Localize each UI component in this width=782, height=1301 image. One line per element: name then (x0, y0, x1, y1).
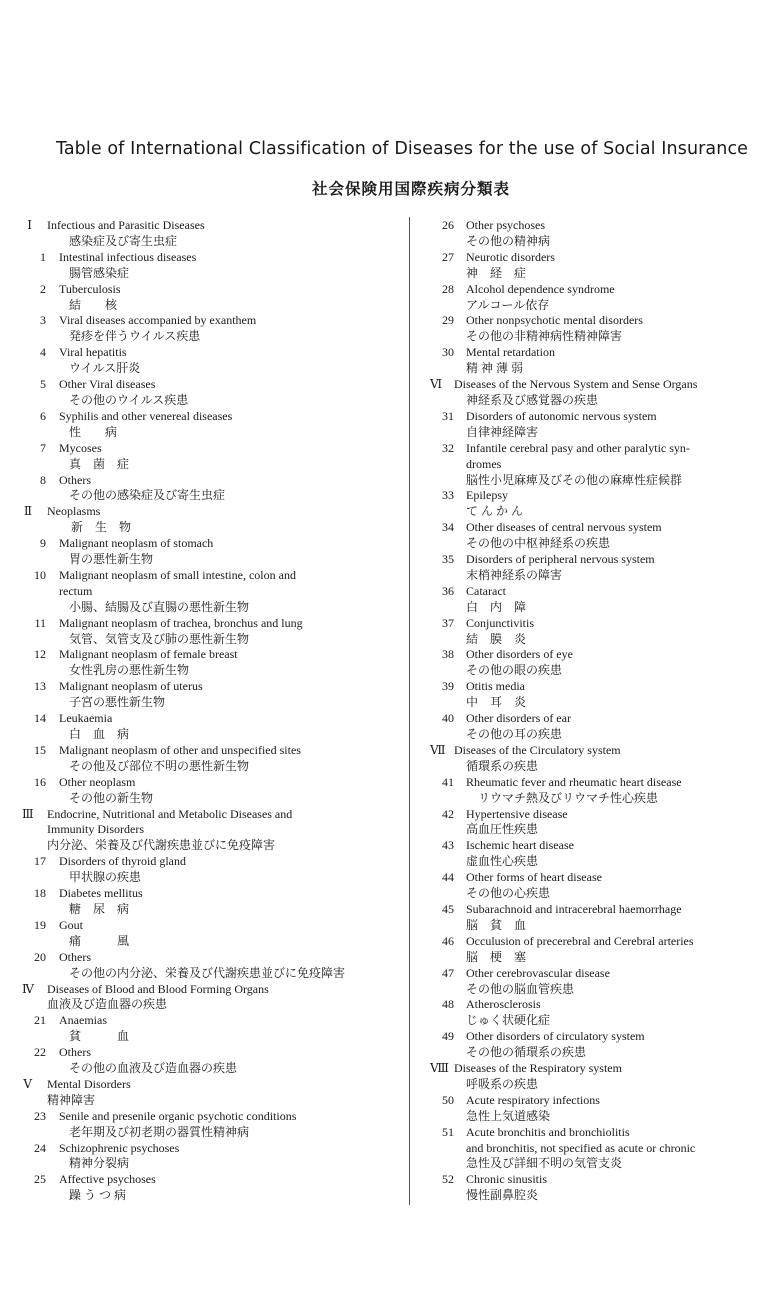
chapter-title-en: Infectious and Parasitic Diseases (47, 218, 205, 232)
disease-entry (22, 345, 397, 361)
entry-title-en: Acute bronchitis and bronchiolitis (466, 1124, 630, 1139)
entry-number: 13 (34, 679, 46, 694)
entry-title-ja: その他の精神病 (466, 233, 551, 248)
entry-title-en: Disorders of thyroid gland (59, 854, 186, 869)
entry-title-ja: その他及び部位不明の悪性新生物 (69, 758, 250, 773)
entry-title-ja: 末梢神経系の障害 (466, 567, 563, 582)
entry-number: 28 (442, 281, 454, 296)
entry-title-ja: 発疹を伴うウイルス疾患 (69, 329, 201, 344)
entry-title-en: Atherosclerosis (466, 997, 541, 1012)
entry-title-en: Cataract (466, 583, 506, 598)
entry-title-ja: その他の中枢神経系の疾患 (466, 536, 611, 551)
page-title-english: Table of International Classification of Diseases for the use of Social Insurance (55, 139, 749, 159)
entry-title-en: Disorders of autonomic nervous system (466, 408, 657, 423)
disease-entry (430, 838, 775, 854)
disease-entry (430, 552, 775, 568)
entry-number: 14 (34, 711, 46, 726)
disease-entry (430, 488, 775, 504)
chapter-numeral: Ⅵ (430, 377, 443, 392)
disease-entry (430, 218, 775, 234)
disease-entry (22, 536, 397, 552)
entry-number: 25 (34, 1172, 46, 1187)
entry-number: 42 (442, 806, 454, 821)
entry-title-ja: 脳 梗 塞 (466, 949, 527, 964)
chapter-numeral: Ⅱ (23, 504, 32, 519)
entry-title-ja: 中 耳 炎 (466, 695, 527, 710)
entry-number: 6 (40, 408, 46, 423)
entry-title-en: Malignant neoplasm of female breast (59, 647, 238, 662)
chapter-title-en: Diseases of the Circulatory system (454, 742, 621, 757)
entry-title-ja: じゅく状硬化症 (466, 1013, 551, 1028)
entry-title-en: Other forms of heart disease (466, 870, 602, 885)
entry-title-ja: 感染症及び寄生虫症 (69, 233, 178, 248)
entry-title-ja: その他の循環系の疾患 (466, 1045, 587, 1060)
entry-title-en: Malignant neoplasm of trachea, bronchus and lung (59, 615, 303, 630)
entry-title-ja: 精神障害 (47, 1092, 96, 1107)
entry-title-en: Others (59, 1045, 91, 1060)
entry-number: 48 (442, 997, 454, 1012)
entry-title-en: Occulusion of precerebral and Cerebral arteries (466, 933, 694, 948)
entry-number: 8 (40, 472, 46, 487)
disease-entry (22, 409, 397, 425)
chapter-title-en: Diseases of Blood and Blood Forming Organs (47, 981, 269, 996)
entry-title-ja: 小腸、結腸及び直腸の悪性新生物 (69, 599, 250, 614)
entry-number: 5 (40, 377, 46, 392)
chapter-heading (22, 807, 397, 823)
chapter-heading (22, 1077, 397, 1093)
entry-title-ja: 真 菌 症 (69, 456, 130, 471)
entry-number: 40 (442, 711, 454, 726)
entry-title-ja: 白 血 病 (69, 727, 130, 741)
entry-title-ja: 精 神 薄 弱 (466, 361, 524, 376)
disease-entry (430, 1172, 775, 1188)
entry-number: 50 (442, 1092, 454, 1107)
entry-title-en: Disorders of peripheral nervous system (466, 552, 655, 567)
entry-title-en: Epilepsy (466, 488, 508, 503)
chapter-title-en: Endocrine, Nutritional and Metabolic Diseases and (47, 806, 293, 821)
disease-entry (22, 473, 397, 489)
entry-title-en: Malignant neoplasm of other and unspecified sites (59, 742, 301, 757)
chapter-title-en: Neoplasms (47, 504, 101, 519)
entry-number: 18 (34, 886, 46, 901)
disease-entry (430, 584, 775, 600)
entry-title-ja: 精神分裂病 (69, 1156, 130, 1171)
disease-entry (22, 743, 397, 759)
entry-title-ja: て ん か ん (466, 504, 524, 519)
entry-title-en: Alcohol dependence syndrome (466, 281, 615, 296)
disease-entry (430, 711, 775, 727)
disease-entry (22, 616, 397, 632)
disease-entry (430, 1093, 775, 1109)
entry-title-continuation: rectum (59, 583, 93, 598)
disease-entry (430, 1125, 775, 1141)
entry-title-ja: 躁 う つ 病 (69, 1188, 127, 1203)
entry-title-en: Malignant neoplasm of small intestine, colon and (59, 567, 296, 582)
disease-entry (22, 950, 397, 966)
disease-entry (430, 282, 775, 298)
entry-title-ja: 急性及び詳細不明の気管支炎 (466, 1156, 623, 1171)
entry-title-ja: 神経系及び感覚器の疾患 (466, 392, 599, 407)
entry-title-en: Malignant neoplasm of stomach (59, 536, 214, 551)
entry-title-en: Schizophrenic psychoses (59, 1140, 180, 1155)
entry-title-ja: 新 生 物 (71, 520, 132, 535)
disease-entry (430, 409, 775, 425)
entry-number: 26 (442, 218, 454, 232)
entry-title-ja: 女性乳房の悪性新生物 (69, 663, 190, 678)
entry-title-ja: その他の感染症及び寄生虫症 (69, 488, 226, 503)
entry-number: 52 (442, 1172, 454, 1187)
entry-title-ja: 呼吸系の疾患 (466, 1076, 539, 1091)
disease-entry (430, 902, 775, 918)
entry-title-en: Ischemic heart disease (466, 838, 574, 853)
disease-entry (22, 1109, 397, 1125)
entry-title-en: Others (59, 472, 91, 487)
entry-title-en: Other disorders of circulatory system (466, 1029, 645, 1044)
entry-number: 24 (34, 1140, 46, 1155)
entry-title-ja: 腸管感染症 (69, 265, 130, 280)
entry-title-ja: 老年期及び初老期の器質性精神病 (69, 1124, 250, 1139)
chapter-numeral: Ⅶ (430, 742, 446, 757)
entry-number: 35 (442, 552, 454, 567)
disease-entry (22, 647, 397, 663)
entry-title-ja: その他の内分泌、栄養及び代謝疾患並びに免疫障害 (69, 965, 346, 980)
disease-entry (22, 1172, 397, 1188)
entry-number: 33 (442, 488, 454, 503)
disease-entry (430, 520, 775, 536)
chapter-heading (22, 504, 397, 520)
chapter-numeral: Ⅴ (23, 1076, 32, 1091)
entry-title-en: Other disorders of eye (466, 647, 573, 662)
entry-number: 38 (442, 647, 454, 662)
entry-title-ja: 糖 尿 病 (69, 901, 130, 916)
entry-title-continuation: and bronchitis, not specified as acute or chronic (466, 1140, 696, 1155)
entry-number: 4 (40, 345, 46, 360)
entry-number: 39 (442, 679, 454, 694)
entry-number: 46 (442, 933, 454, 948)
entry-title-ja: 白 内 障 (466, 599, 527, 614)
entry-title-ja: その他の血液及び造血器の疾患 (69, 1061, 238, 1076)
chapter-heading (430, 1061, 775, 1077)
entry-number: 2 (40, 281, 46, 296)
entry-title-en: Malignant neoplasm of uterus (59, 679, 203, 694)
entry-title-en: Other nonpsychotic mental disorders (466, 313, 643, 328)
entry-title-ja: 甲状腺の疾患 (69, 870, 142, 885)
entry-number: 32 (442, 440, 454, 455)
entry-title-ja: 高血圧性疾患 (466, 822, 539, 837)
entry-number: 12 (34, 647, 46, 662)
entry-title-ja: 自律神経障害 (466, 424, 539, 439)
disease-entry (430, 775, 775, 791)
entry-title-ja: 胃の悪性新生物 (69, 552, 154, 567)
entry-title-ja: 血液及び造血器の疾患 (47, 997, 168, 1012)
entry-title-ja: 結 膜 炎 (466, 631, 527, 646)
entry-title-en: Otitis media (466, 679, 525, 694)
entry-number: 27 (442, 249, 454, 264)
entry-title-en: Other neoplasm (59, 774, 136, 789)
disease-entry (22, 377, 397, 393)
entry-number: 30 (442, 345, 454, 360)
entry-number: 34 (442, 520, 454, 535)
chapter-heading (22, 218, 397, 234)
entry-title-ja: 気管、気管支及び肺の悪性新生物 (69, 631, 250, 646)
disease-entry (22, 918, 397, 934)
disease-entry (430, 807, 775, 823)
right-column (430, 218, 775, 1204)
entry-title-en: Subarachnoid and intracerebral haemorrhage (466, 901, 682, 916)
entry-number: 45 (442, 901, 454, 916)
entry-number: 20 (34, 949, 46, 964)
disease-entry (22, 1045, 397, 1061)
entry-title-ja: その他の脳血管疾患 (466, 981, 575, 996)
entry-title-en: Others (59, 949, 91, 964)
entry-number: 9 (40, 536, 46, 551)
entry-title-en: Mycoses (59, 440, 102, 455)
entry-title-ja: その他の新生物 (69, 790, 154, 805)
entry-title-en: Leukaemia (59, 711, 113, 726)
entry-title-ja: アルコール依存 (466, 297, 550, 312)
column-divider (409, 217, 410, 1205)
entry-title-en: Mental retardation (466, 345, 555, 360)
entry-title-continuation: Immunity Disorders (47, 822, 144, 837)
entry-number: 49 (442, 1029, 454, 1044)
entry-title-ja: リウマチ熱及びリウマチ性心疾患 (478, 790, 659, 805)
disease-entry (22, 711, 397, 727)
page-title-japanese: 社会保険用国際疾病分類表 (311, 180, 510, 198)
entry-number: 3 (40, 313, 46, 328)
entry-number: 15 (34, 742, 46, 757)
entry-title-en: Viral hepatitis (59, 345, 127, 360)
entry-title-en: Other diseases of central nervous system (466, 520, 662, 535)
entry-number: 37 (442, 615, 454, 630)
entry-title-ja: 貧 血 (69, 1029, 130, 1044)
disease-entry (22, 441, 397, 457)
disease-entry (430, 313, 775, 329)
entry-title-ja: 循環系の疾患 (466, 758, 539, 773)
entry-number: 36 (442, 583, 454, 598)
entry-title-en: Acute respiratory infections (466, 1092, 600, 1107)
entry-title-ja: 性 病 (69, 424, 118, 439)
entry-title-ja: 慢性副鼻腔炎 (466, 1188, 539, 1203)
disease-entry (22, 568, 397, 584)
entry-title-ja: 子宮の悪性新生物 (69, 695, 166, 710)
disease-entry (22, 679, 397, 695)
disease-entry (430, 934, 775, 950)
entry-title-en: Syphilis and other venereal diseases (59, 408, 233, 423)
entry-title-en: Anaemias (59, 1013, 107, 1028)
chapter-numeral: Ⅳ (22, 981, 34, 996)
entry-title-ja: ウイルス肝炎 (69, 361, 141, 376)
entry-title-en: Hypertensive disease (466, 806, 568, 821)
entry-title-en: Senile and presenile organic psychotic conditions (59, 1108, 297, 1123)
entry-title-ja: 虚血性心疾患 (466, 854, 539, 869)
entry-number: 11 (34, 615, 46, 630)
disease-entry (22, 886, 397, 902)
disease-entry (430, 345, 775, 361)
entry-number: 19 (34, 917, 46, 932)
entry-number: 31 (442, 408, 454, 423)
disease-entry (22, 854, 397, 870)
entry-number: 47 (442, 965, 454, 980)
disease-entry (430, 250, 775, 266)
entry-title-ja: 脳性小児麻痺及びその他の麻痺性症候群 (466, 472, 683, 487)
chapter-title-en: Mental Disorders (47, 1076, 131, 1091)
disease-entry (22, 1013, 397, 1029)
entry-number: 23 (34, 1108, 46, 1123)
disease-entry (22, 1141, 397, 1157)
disease-entry (430, 441, 775, 457)
entry-title-en: Conjunctivitis (466, 615, 535, 630)
entry-title-en: Diabetes mellitus (59, 886, 143, 901)
disease-entry (430, 870, 775, 886)
disease-entry (22, 775, 397, 791)
entry-title-ja: 急性上気道感染 (466, 1108, 551, 1123)
entry-number: 51 (442, 1124, 454, 1139)
disease-entry (22, 313, 397, 329)
disease-entry (430, 647, 775, 663)
entry-number: 7 (40, 440, 46, 455)
entry-number: 1 (40, 249, 46, 264)
entry-title-ja: その他の心疾患 (466, 886, 551, 901)
chapter-numeral: Ⅰ (27, 218, 32, 232)
entry-title-ja: その他の耳の疾患 (466, 727, 563, 741)
chapter-heading (22, 982, 397, 998)
entry-number: 21 (34, 1013, 46, 1028)
entry-number: 17 (34, 854, 46, 869)
entry-title-en: Neurotic disorders (466, 249, 555, 264)
entry-title-ja: 結 核 (69, 297, 118, 312)
entry-number: 22 (34, 1045, 46, 1060)
entry-title-en: Other psychoses (466, 218, 545, 232)
entry-title-ja: その他の眼の疾患 (466, 663, 563, 678)
chapter-heading (430, 377, 775, 393)
left-column (22, 218, 397, 1204)
entry-title-ja: その他の非精神病性精神障害 (466, 329, 623, 344)
entry-title-en: Other cerebrovascular disease (466, 965, 610, 980)
entry-title-ja: その他のウイルス疾患 (69, 392, 189, 407)
entry-number: 29 (442, 313, 454, 328)
chapter-title-en: Diseases of the Respiratory system (454, 1061, 622, 1076)
entry-title-en: Infantile cerebral pasy and other paralytic syn- (466, 440, 690, 455)
entry-number: 44 (442, 870, 454, 885)
chapter-numeral: Ⅷ (430, 1061, 449, 1076)
entry-number: 10 (34, 567, 46, 582)
entry-title-ja: 脳 貧 血 (466, 917, 527, 932)
disease-entry (22, 250, 397, 266)
entry-number: 16 (34, 774, 46, 789)
entry-title-ja: 痛 風 (69, 933, 130, 948)
entry-number: 41 (442, 774, 454, 789)
disease-entry (430, 997, 775, 1013)
entry-title-en: Intestinal infectious diseases (59, 249, 197, 264)
disease-entry (22, 282, 397, 298)
disease-entry (430, 1029, 775, 1045)
chapter-title-en: Diseases of the Nervous System and Sense Organs (454, 377, 698, 392)
disease-entry (430, 679, 775, 695)
entry-title-en: Tuberculosis (59, 281, 121, 296)
entry-title-en: Gout (59, 917, 83, 932)
entry-title-continuation: dromes (466, 456, 502, 471)
entry-number: 43 (442, 838, 454, 853)
entry-title-en: Affective psychoses (59, 1172, 156, 1187)
entry-title-ja: 内分泌、栄養及び代謝疾患並びに免疫障害 (47, 838, 276, 853)
entry-title-en: Rheumatic fever and rheumatic heart disease (466, 774, 682, 789)
entry-title-en: Other Viral diseases (59, 377, 156, 392)
disease-entry (430, 616, 775, 632)
entry-title-en: Chronic sinusitis (466, 1172, 548, 1187)
chapter-numeral: Ⅲ (22, 806, 34, 821)
entry-title-en: Viral diseases accompanied by exanthem (59, 313, 257, 328)
chapter-heading (430, 743, 775, 759)
entry-title-ja: 神 経 症 (466, 265, 527, 280)
disease-entry (430, 966, 775, 982)
entry-title-en: Other disorders of ear (466, 711, 571, 726)
